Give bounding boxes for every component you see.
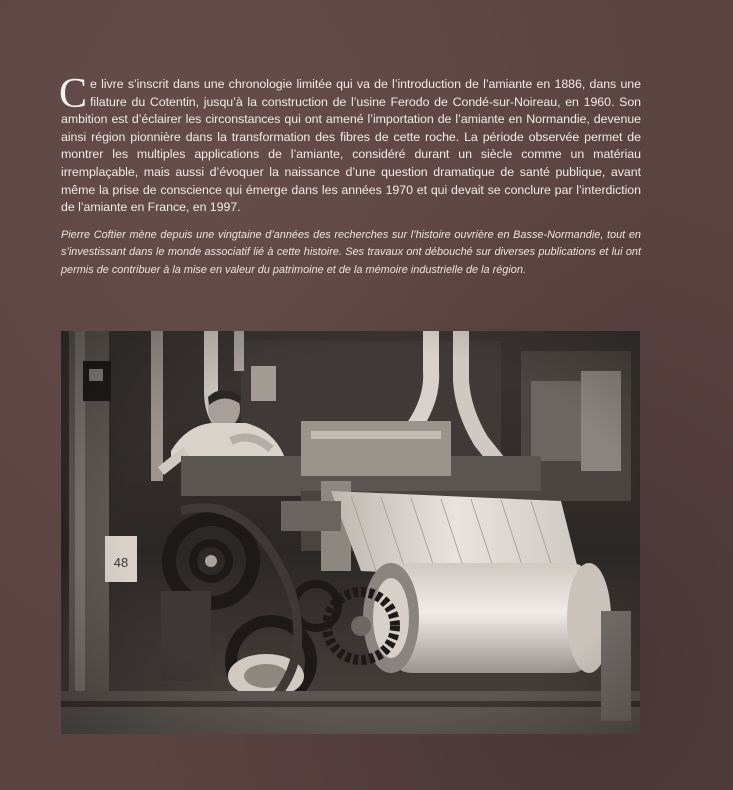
loom-photograph	[61, 331, 640, 734]
intro-paragraph	[59, 71, 641, 217]
photo-illustration	[61, 331, 640, 734]
back-cover-text	[59, 71, 641, 279]
drop-cap: C	[59, 71, 87, 117]
intro-text: e livre s’inscrit dans une chronologie limitée qui va de l’introduction de l’amiante en 1886, dans une filature du Cotentin, jusqu’à la construction de l’usine Ferodo de Condé-sur-Noireau, en 1960. Son ambition est d’éclairer les circonstances qui ont amené l’importation de l’amiante en Normandie, devenue ainsi région pionnière dans la transformation des fibres de cette roche. La période observée permet de montrer les multiples applications de l’amiante, considéré durant un siècle comme un matériau irremplaçable, mais aussi d’évoquer la naissance d’une question dramatique de santé publique, avant même la prise de conscience qui émerge dans les années 1970 et qui devait se conclure par l’interdiction de l’amiante en France, en 1997.	[61, 77, 641, 215]
author-bio: Pierre Coftier mène depuis une vingtaine d’années des recherches sur l’histoire ouvrière en Basse-Normandie, tout en s’investissant dans le monde associatif lié à cette histoire. Ses travaux ont débouché sur diverses publications et lui ont permis de contribuer à la mise en valeur du patrimoine et de la mémoire industrielle de la région.	[61, 228, 641, 276]
